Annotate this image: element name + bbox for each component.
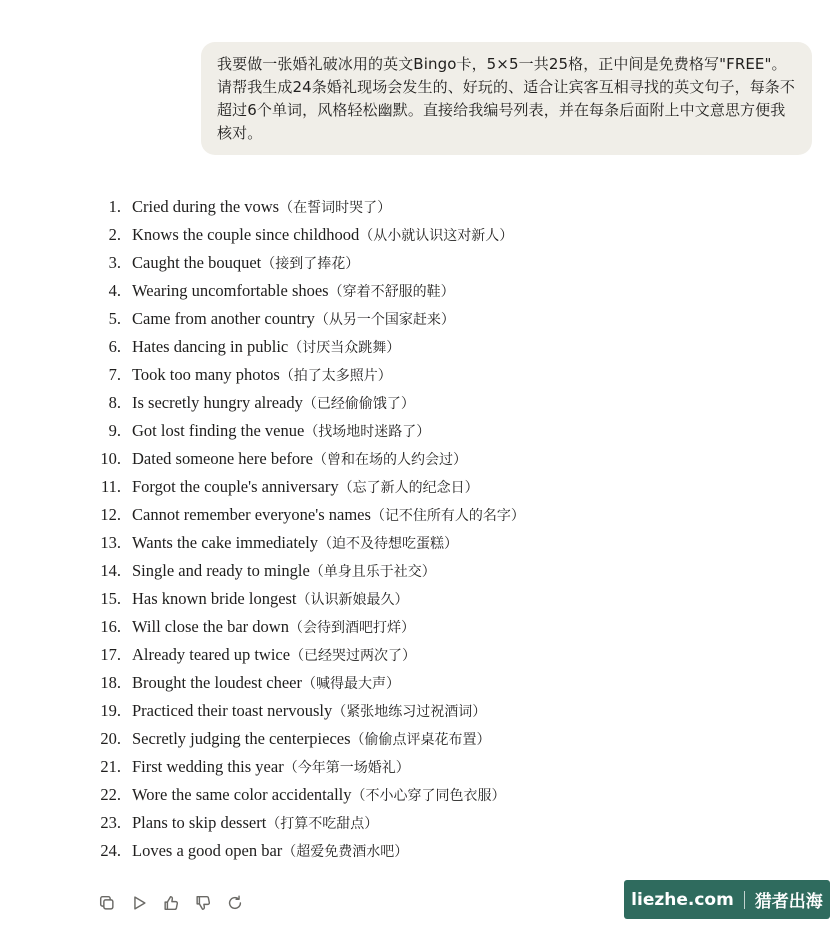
item-chinese: （在誓词时哭了） [279,200,392,216]
item-number: 11. [100,477,121,496]
item-text [132,697,486,726]
item-english: Wore the same color accidentally [132,785,352,804]
play-button[interactable] [128,891,150,915]
item-chinese: （已经偷偷饿了） [302,396,415,412]
user-message-bubble [201,42,812,155]
item-english: Single and ready to mingle [132,561,310,580]
item-chinese: （紧张地练习过祝酒词） [332,704,487,720]
list-item [0,613,620,641]
item-text [132,473,479,502]
item-chinese: （会待到酒吧打烊） [288,620,415,636]
item-text [132,641,416,670]
thumbs-up-icon [162,894,180,912]
item-number: 10. [100,449,121,468]
item-english: Cried during the vows [132,197,280,216]
item-text [132,809,378,838]
item-number: 15. [100,589,121,608]
list-item [0,529,620,557]
item-english: Secretly judging the centerpieces [132,729,351,748]
answer-list [0,193,620,865]
item-number: 2. [108,225,121,244]
item-text [132,557,436,586]
item-english: Hates dancing in public [132,337,289,356]
item-number: 8. [108,393,121,412]
item-chinese: （穿着不舒服的鞋） [328,284,455,300]
item-text [132,389,415,418]
item-chinese: （今年第一场婚礼） [283,760,410,776]
item-number: 22. [100,785,121,804]
retry-icon [226,894,244,912]
item-chinese: （不小心穿了同色衣服） [351,788,506,804]
list-item [0,837,620,865]
list-item [0,249,620,277]
item-english: Will close the bar down [132,617,289,636]
item-number: 17. [100,645,121,664]
item-english: Brought the loudest cheer [132,673,302,692]
item-number: 7. [108,365,121,384]
item-english: Got lost finding the venue [132,421,305,440]
list-item [0,725,620,753]
item-number: 5. [108,309,121,328]
item-chinese: （找场地时迷路了） [304,424,431,440]
item-english: Dated someone here before [132,449,313,468]
item-english: Plans to skip dessert [132,813,267,832]
item-english: Caught the bouquet [132,253,262,272]
list-item [0,221,620,249]
item-text [132,781,506,810]
item-number: 18. [100,673,121,692]
user-message-text: 我要做一张婚礼破冰用的英文Bingo卡，5×5一共25格，正中间是免费格写"FREE"。请帮我生成24条婚礼现场会发生的、好玩的、适合让宾客互相寻找的英文句子，每条不超过6个单词，风格轻松幽默。直接给我编号列表，并在每条后面附上中文意思方便我核对。 [217,55,795,142]
item-english: Wearing uncomfortable shoes [132,281,329,300]
item-english: Loves a good open bar [132,841,283,860]
item-chinese: （已经哭过两次了） [290,648,417,664]
item-chinese: （拍了太多照片） [279,368,392,384]
item-chinese: （偷偷点评桌花布置） [350,732,491,748]
item-chinese: （认识新娘最久） [296,592,409,608]
item-text [132,585,409,614]
item-text [132,529,458,558]
item-text [132,613,415,642]
list-item [0,557,620,585]
thumbs-down-icon [194,894,212,912]
list-item [0,473,620,501]
item-english: Knows the couple since childhood [132,225,360,244]
item-english: Is secretly hungry already [132,393,303,412]
item-text [132,417,430,446]
item-text [132,361,392,390]
list-item [0,389,620,417]
item-english: Already teared up twice [132,645,291,664]
item-number: 1. [108,197,121,216]
item-text [132,753,410,782]
item-chinese: （从小就认识这对新人） [359,228,514,244]
list-item [0,445,620,473]
item-english: First wedding this year [132,757,284,776]
list-item [0,669,620,697]
message-actions [96,890,246,916]
item-text [132,837,408,866]
item-chinese: （记不住所有人的名字） [370,508,525,524]
item-english: Has known bride longest [132,589,297,608]
item-number: 12. [100,505,121,524]
item-number: 20. [100,729,121,748]
item-number: 9. [108,421,121,440]
item-chinese: （单身且乐于社交） [309,564,436,580]
list-item [0,361,620,389]
item-english: Took too many photos [132,365,280,384]
list-item [0,809,620,837]
item-text [132,501,525,530]
item-number: 3. [108,253,121,272]
item-text [132,193,391,222]
item-english: Wants the cake immediately [132,533,319,552]
item-chinese: （曾和在场的人约会过） [312,452,467,468]
list-item [0,753,620,781]
copy-icon [98,894,116,912]
thumbs-down-button[interactable] [192,891,214,915]
item-english: Cannot remember everyone's names [132,505,371,524]
item-number: 19. [100,701,121,720]
thumbs-up-button[interactable] [160,891,182,915]
copy-button[interactable] [96,891,118,915]
play-icon [130,894,148,912]
item-number: 14. [100,561,121,580]
item-text [132,333,400,362]
item-number: 23. [100,813,121,832]
list-item [0,781,620,809]
watermark-divider [744,891,745,909]
item-chinese: （迫不及待想吃蛋糕） [318,536,459,552]
item-chinese: （从另一个国家赶来） [314,312,455,328]
list-item [0,305,620,333]
item-number: 16. [100,617,121,636]
item-english: Came from another country [132,309,315,328]
item-english: Practiced their toast nervously [132,701,333,720]
list-item [0,277,620,305]
item-text [132,221,513,250]
item-chinese: （忘了新人的纪念日） [338,480,479,496]
item-text [132,445,467,474]
retry-button[interactable] [224,891,246,915]
item-text [132,277,455,306]
item-chinese: （超爱免费酒水吧） [282,844,409,860]
list-item [0,417,620,445]
item-number: 24. [100,841,121,860]
watermark-name: 猎者出海 [754,892,823,912]
list-item [0,333,620,361]
item-english: Forgot the couple's anniversary [132,477,339,496]
item-chinese: （打算不吃甜点） [266,816,379,832]
watermark-domain: liezhe.com [631,889,734,910]
list-item [0,641,620,669]
item-text [132,305,455,334]
item-text [132,669,400,698]
item-number: 4. [108,281,121,300]
item-chinese: （接到了捧花） [261,256,360,272]
item-chinese: （喊得最大声） [302,676,400,692]
list-item [0,697,620,725]
list-item [0,585,620,613]
item-number: 21. [100,757,121,776]
list-item [0,193,620,221]
item-text [132,725,491,754]
item-number: 6. [108,337,121,356]
watermark-badge [624,880,830,919]
list-item [0,501,620,529]
item-number: 13. [100,533,121,552]
item-chinese: （讨厌当众跳舞） [288,340,401,356]
item-text [132,249,359,278]
